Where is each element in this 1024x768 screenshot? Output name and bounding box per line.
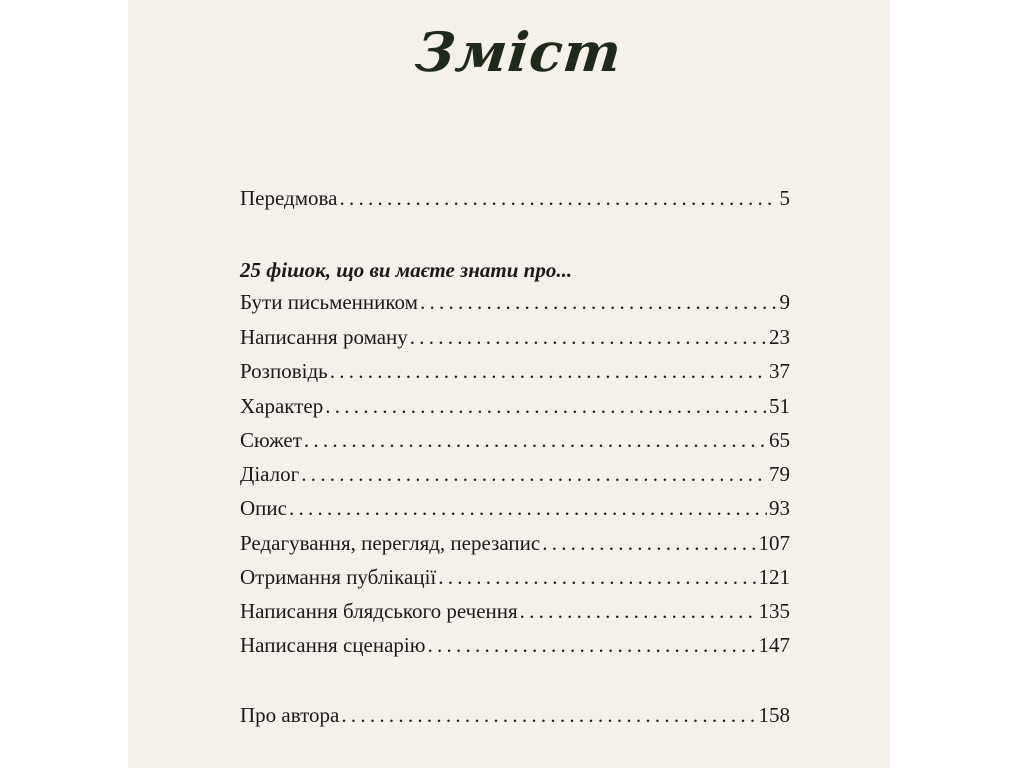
toc-entry-label: Діалог xyxy=(240,462,300,486)
toc-entry-page: 107 xyxy=(758,531,790,555)
section-heading: 25 фішок, що ви маєте знати про... xyxy=(240,258,573,282)
toc-entry-page: 5 xyxy=(779,186,790,210)
leader-dots xyxy=(542,531,756,556)
toc-entry-page: 93 xyxy=(769,496,790,520)
toc-entry-label: Бути письменником xyxy=(240,290,418,314)
toc-entry xyxy=(240,394,790,422)
leader-dots xyxy=(427,633,756,658)
toc-entry-label: Отримання публікації xyxy=(240,565,437,589)
leader-dots xyxy=(438,565,756,590)
toc-entry xyxy=(240,633,790,661)
toc-entry-page: 9 xyxy=(779,290,790,314)
toc-entry-page: 79 xyxy=(769,462,790,486)
toc-entry-page: 37 xyxy=(769,359,790,383)
toc-entry-label: Сюжет xyxy=(240,428,302,452)
toc-entry-page: 135 xyxy=(758,599,790,623)
leader-dots xyxy=(410,325,767,350)
toc-entry-label: Написання блядського речення xyxy=(240,599,518,623)
leader-dots xyxy=(330,359,767,384)
toc-entry xyxy=(240,599,790,627)
leader-dots xyxy=(420,290,778,315)
toc-entry xyxy=(240,290,790,318)
toc-entry-label: Написання сценарію xyxy=(240,633,426,657)
toc-entry-label: Про автора xyxy=(240,703,340,727)
toc-entry-page: 158 xyxy=(758,703,790,727)
leader-dots xyxy=(325,394,767,419)
book-page xyxy=(128,0,890,768)
leader-dots xyxy=(301,462,767,487)
toc-entry xyxy=(240,428,790,456)
toc-entry-label: Опис xyxy=(240,496,287,520)
toc-entry xyxy=(240,462,790,490)
leader-dots xyxy=(520,599,757,624)
page-title: Зміст xyxy=(412,20,626,84)
toc-entry xyxy=(240,359,790,387)
toc-entry-page: 23 xyxy=(769,325,790,349)
toc-entry-label: Редагування, перегляд, перезапис xyxy=(240,531,541,555)
toc-entry-label: Передмова xyxy=(240,186,338,210)
toc-entry-preface xyxy=(240,186,790,214)
toc-entry xyxy=(240,531,790,559)
toc-entry-label: Характер xyxy=(240,394,324,418)
toc-entry-about-author xyxy=(240,703,790,731)
toc-entry xyxy=(240,496,790,524)
toc-entry-page: 147 xyxy=(758,633,790,657)
toc-entry xyxy=(240,325,790,353)
toc-entry-page: 65 xyxy=(769,428,790,452)
toc-entry-label: Написання роману xyxy=(240,325,408,349)
toc-entry-page: 121 xyxy=(758,565,790,589)
leader-dots xyxy=(289,496,767,521)
leader-dots xyxy=(339,186,777,211)
toc-entry-page: 51 xyxy=(769,394,790,418)
toc-entry xyxy=(240,565,790,593)
toc-entry-label: Розповідь xyxy=(240,359,328,383)
leader-dots xyxy=(304,428,767,453)
leader-dots xyxy=(341,703,756,728)
